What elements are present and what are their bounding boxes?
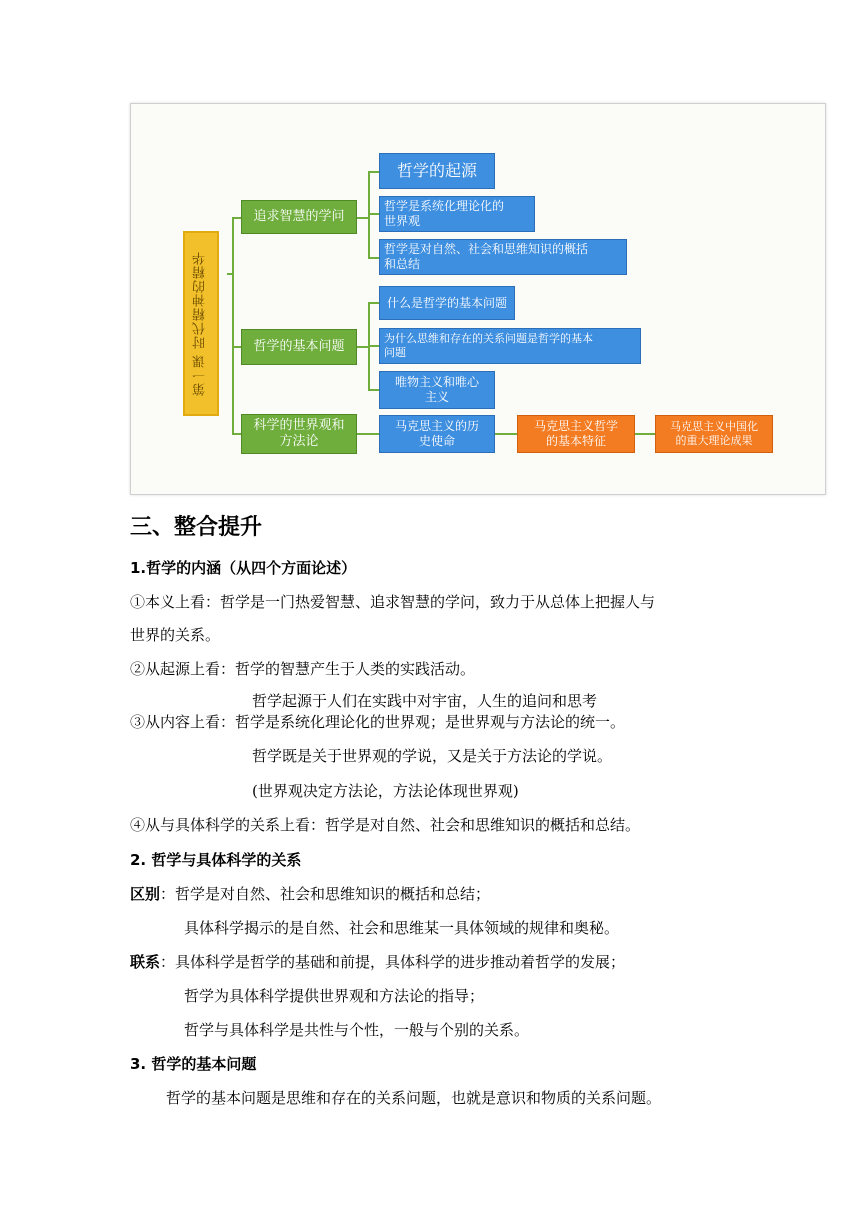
para-science-relation: ④从与具体科学的关系上看：哲学是对自然、社会和思维知识的概括和总结。 [130,816,641,834]
mindmap-root [183,231,219,416]
para-origin-detail: 哲学起源于人们在实践中对宇宙，人生的追问和思考 [252,692,598,710]
branch-basic-problem: 哲学的基本问题 [241,329,357,365]
heading-relation: 2. 哲学与具体科学的关系 [130,851,302,869]
mindmap-root-label: 第一课 时代精神的精华 [192,250,208,397]
para-content-detail: 哲学既是关于世界观的学说，又是关于方法论的学说。 [252,747,613,765]
node-generalization: 哲学是对自然、社会和思维知识的概括 和总结 [379,239,627,275]
heading-basic-problem: 3. 哲学的基本问题 [130,1055,257,1073]
para-connection-3: 哲学与具体科学是共性与个性，一般与个别的关系。 [184,1021,530,1039]
branch-pursuit-of-wisdom: 追求智慧的学问 [241,200,357,234]
section-title: 三、整合提升 [130,515,263,540]
node-theoretical-achievements: 马克思主义中国化 的重大理论成果 [655,415,773,453]
para-content-note: (世界观决定方法论，方法论体现世界观) [252,782,519,800]
para-literal-meaning-cont: 世界的关系。 [130,626,221,644]
node-historic-mission: 马克思主义的历 史使命 [379,415,495,453]
para-origin: ②从起源上看：哲学的智慧产生于人类的实践活动。 [130,660,476,678]
para-basic-problem: 哲学的基本问题是思维和存在的关系问题，也就是意识和物质的关系问题。 [166,1089,662,1107]
node-what-is-basic-problem: 什么是哲学的基本问题 [379,286,515,320]
node-basic-features: 马克思主义哲学 的基本特征 [517,415,635,453]
label-connection: 联系 [130,953,161,971]
heading-connotation: 1.哲学的内涵（从四个方面论述） [130,559,357,577]
para-connection: 联系：具体科学是哲学的基础和前提，具体科学的进步推动着哲学的发展； [130,953,626,971]
node-origin: 哲学的起源 [379,153,495,189]
node-systematic-worldview: 哲学是系统化理论化的 世界观 [379,196,535,232]
node-materialism-idealism: 唯物主义和唯心 主义 [379,371,495,409]
branch-worldview-methodology: 科学的世界观和 方法论 [241,414,357,454]
para-connection-2: 哲学为具体科学提供世界观和方法论的指导； [184,987,485,1005]
mind-map [130,103,826,495]
node-why-basic-problem: 为什么思维和存在的关系问题是哲学的基本 问题 [379,328,641,364]
para-literal-meaning: ①本义上看：哲学是一门热爱智慧、追求智慧的学问，致力于从总体上把握人与 [130,593,656,611]
para-content: ③从内容上看：哲学是系统化理论化的世界观；是世界观与方法论的统一。 [130,713,626,731]
label-difference: 区别 [130,885,161,903]
para-difference: 区别：哲学是对自然、社会和思维知识的概括和总结； [130,885,491,903]
para-difference-2: 具体科学揭示的是自然、社会和思维某一具体领域的规律和奥秘。 [184,919,620,937]
